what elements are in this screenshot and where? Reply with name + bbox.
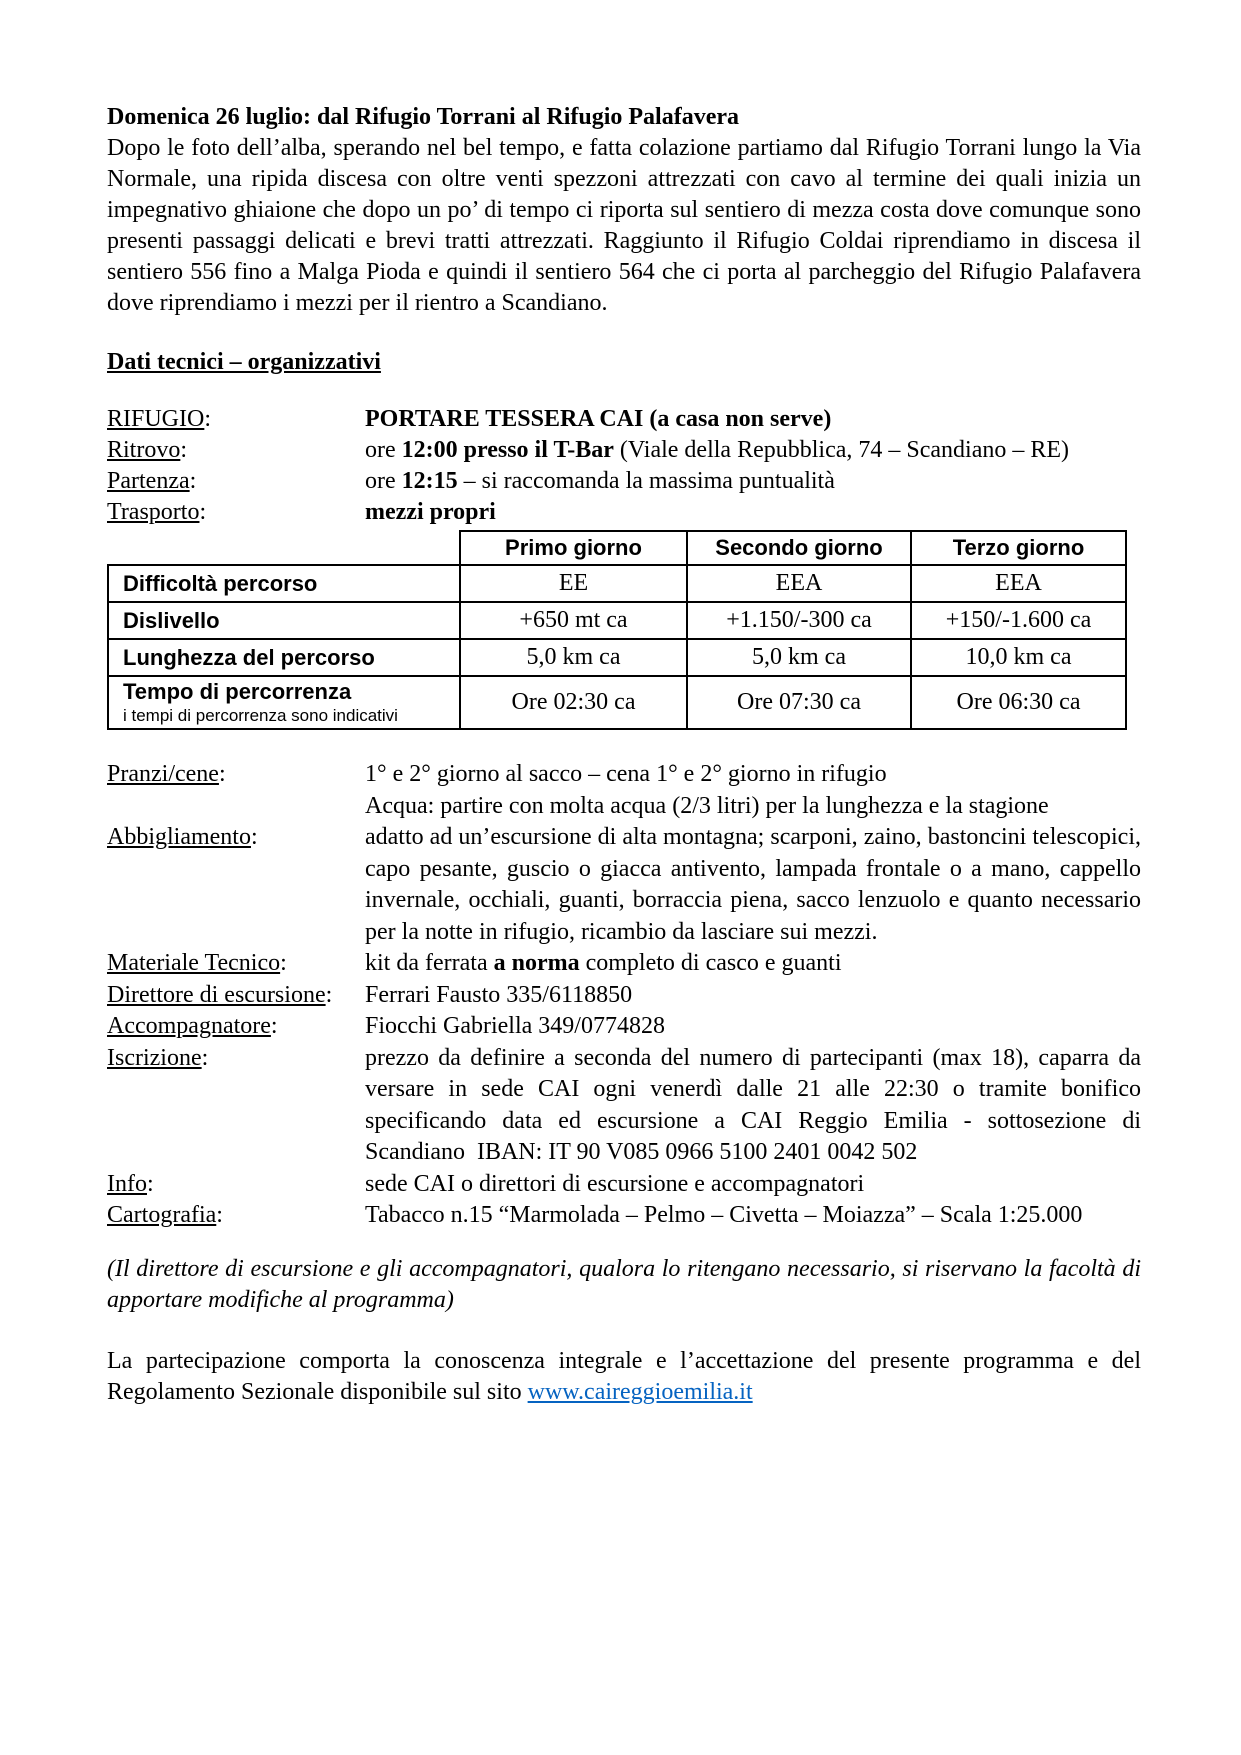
detail-row-trasporto: [107, 497, 1141, 528]
table-cell: EEA: [911, 565, 1126, 602]
table-cell: +150/-1.600 ca: [911, 602, 1126, 639]
table-header-primo-giorno: Primo giorno: [460, 531, 687, 565]
table-cell: Ore 06:30 ca: [911, 676, 1126, 729]
table-row-note: i tempi di percorrenza sono indicativi: [123, 706, 398, 725]
detail-row-partenza: [107, 466, 1141, 497]
technical-details-block: [107, 404, 1141, 528]
detail-label: RIFUGIO:: [107, 406, 212, 432]
table-row-difficolta: [108, 565, 1126, 602]
table-cell: 5,0 km ca: [460, 639, 687, 676]
detail-value: prezzo da definire a seconda del numero di partecipanti (max 18), caparra da versare in sede CAI ogni venerdì dalle 21 alle 22:30 o tramite bonifico specificando data ed escursione a CAI Reggio Emilia - sottosezione di Scandiano IBAN: IT 90 V085 0966 5100 2401 0042 502: [365, 1044, 1141, 1165]
detail-row-accompagnatore: [107, 1011, 1141, 1043]
table-row-label: Lunghezza del percorso: [108, 639, 460, 676]
detail-label: [107, 791, 365, 823]
reservation-note: (Il direttore di escursione e gli accompagnatori, qualora lo ritengano necessario, si riservano la facoltà di apportare modifiche al programma): [107, 1255, 1141, 1313]
detail-label: Accompagnatore:: [107, 1013, 278, 1039]
table-cell: +650 mt ca: [460, 602, 687, 639]
detail-row-acqua: [107, 791, 1141, 823]
table-row-lunghezza: [108, 639, 1126, 676]
table-cell: +1.150/-300 ca: [687, 602, 911, 639]
detail-row-iscrizione: [107, 1043, 1141, 1169]
detail-label: Cartografia:: [107, 1202, 223, 1228]
detail-label: Materiale Tecnico:: [107, 950, 287, 976]
detail-row-materiale-tecnico: [107, 948, 1141, 980]
detail-label: Direttore di escursione:: [107, 981, 333, 1008]
detail-label: Trasporto:: [107, 499, 207, 525]
organizational-details-block: [107, 759, 1141, 1232]
itinerary-table: [107, 530, 1127, 730]
detail-value: Acqua: partire con molta acqua (2/3 litri) per la lunghezza e la stagione: [365, 792, 1049, 819]
detail-row-direttore: [107, 980, 1141, 1012]
detail-label: Pranzi/cene:: [107, 761, 226, 787]
detail-label: Iscrizione:: [107, 1044, 209, 1071]
table-row-label: Difficoltà percorso: [108, 565, 460, 602]
detail-label: Abbigliamento:: [107, 824, 258, 850]
table-cell: 5,0 km ca: [687, 639, 911, 676]
table-cell: Ore 07:30 ca: [687, 676, 911, 729]
detail-value: adatto ad un’escursione di alta montagna; scarponi, zaino, bastoncini telescopici, capo pesante, guscio o giacca antivento, lampada frontale o a mano, cappello invernale, occhiali, guanti, borraccia piena, sacco lenzuolo e quanto necessario per la notte in rifugio, ricambio da lasciare sui mezzi.: [365, 824, 1141, 945]
table-cell: EEA: [687, 565, 911, 602]
footer-paragraph: [107, 1346, 1141, 1408]
table-cell: Ore 02:30 ca: [460, 676, 687, 729]
intro-paragraph: Dopo le foto dell’alba, sperando nel bel tempo, e fatta colazione partiamo dal Rifugio Torrani lungo la Via Normale, una ripida discesa con oltre venti spezzoni attrezzati con cavo al termine dei quali inizia un impegnativo ghiaione che dopo un po’ di tempo ci riporta sul sentiero di mezza costa dove comunque sono presenti passaggi delicati e brevi tratti attrezzati. Raggiunto il Rifugio Coldai riprendiamo in discesa il sentiero 556 fino a Malga Pioda e quindi il sentiero 564 che ci porta al parcheggio del Rifugio Palafavera dove riprendiamo i mezzi per il rientro a Scandiano.: [107, 135, 1141, 316]
table-header-row: [108, 531, 1126, 565]
detail-row-cartografia: [107, 1200, 1141, 1232]
website-link[interactable]: www.caireggioemilia.it: [527, 1378, 753, 1405]
table-corner-cell: [108, 531, 460, 565]
table-row-dislivello: [108, 602, 1126, 639]
detail-row-ritrovo: [107, 435, 1141, 466]
detail-value: ore 12:00 presso il T-Bar (Viale della Repubblica, 74 – Scandiano – RE): [365, 437, 1070, 463]
detail-value: Tabacco n.15 “Marmolada – Pelmo – Civetta – Moiazza” – Scala 1:25.000: [365, 1202, 1083, 1228]
detail-value: sede CAI o direttori di escursione e accompagnatori: [365, 1170, 865, 1197]
table-header-terzo-giorno: Terzo giorno: [911, 531, 1126, 565]
detail-row-rifugio: [107, 404, 1141, 435]
detail-row-abbigliamento: [107, 822, 1141, 948]
page-title: Domenica 26 luglio: dal Rifugio Torrani al Rifugio Palafavera: [107, 104, 740, 130]
detail-label: Partenza:: [107, 468, 197, 494]
detail-label: Info:: [107, 1170, 154, 1197]
detail-label: Ritrovo:: [107, 437, 188, 463]
detail-row-info: [107, 1169, 1141, 1201]
detail-value: mezzi propri: [365, 499, 496, 525]
table-row-label: Dislivello: [108, 602, 460, 639]
detail-value: PORTARE TESSERA CAI (a casa non serve): [365, 406, 832, 432]
detail-row-pranzi: [107, 759, 1141, 791]
table-cell: EE: [460, 565, 687, 602]
footer-text: La partecipazione comporta la conoscenza integrale e l’accettazione del presente programma e del Regolamento Sezionale disponibile sul sito: [107, 1347, 1141, 1405]
table-row-label: Tempo di percorrenza i tempi di percorrenza sono indicativi: [108, 676, 460, 729]
detail-value: 1° e 2° giorno al sacco – cena 1° e 2° giorno in rifugio: [365, 761, 887, 787]
table-header-secondo-giorno: Secondo giorno: [687, 531, 911, 565]
detail-value: ore 12:15 – si raccomanda la massima puntualità: [365, 468, 835, 494]
detail-value: kit da ferrata a norma completo di casco e guanti: [365, 950, 842, 976]
detail-value: Fiocchi Gabriella 349/0774828: [365, 1013, 665, 1039]
table-cell: 10,0 km ca: [911, 639, 1126, 676]
detail-value: Ferrari Fausto 335/6118850: [365, 981, 633, 1008]
table-row-tempo: [108, 676, 1126, 729]
document-content: [107, 0, 1141, 1408]
section-heading-dati-tecnici: Dati tecnici – organizzativi: [107, 349, 381, 375]
